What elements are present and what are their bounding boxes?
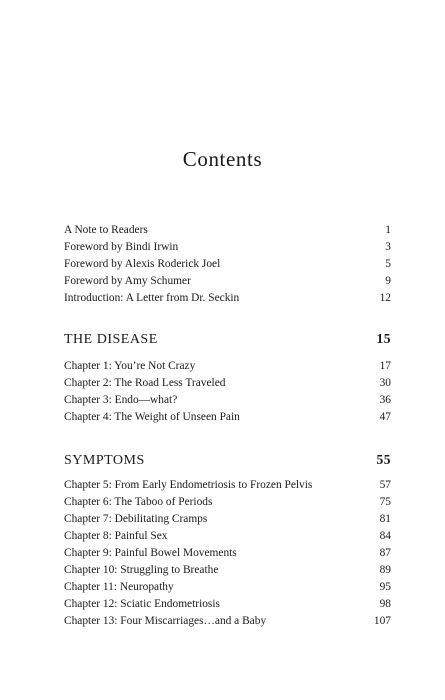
toc-entry (64, 528, 391, 545)
toc-entry (64, 375, 391, 392)
toc-entry (64, 290, 391, 307)
toc-entry-label: Chapter 2: The Road Less Traveled (64, 377, 226, 389)
toc-entry-page: 17 (379, 360, 391, 372)
toc-entry (64, 494, 391, 511)
toc-entry-label: Introduction: A Letter from Dr. Seckin (64, 292, 240, 304)
toc-entry (64, 579, 391, 596)
toc-entry-label: Foreword by Bindi Irwin (64, 241, 179, 253)
toc-entry-page: 81 (379, 513, 391, 525)
toc-entry (64, 596, 391, 613)
toc-entry-label: Foreword by Alexis Roderick Joel (64, 258, 221, 270)
toc-entry (64, 613, 391, 630)
toc-entry-page: 95 (379, 581, 391, 593)
toc-entry (64, 562, 391, 579)
section-heading-page: 55 (376, 452, 391, 467)
section-chapter-list (64, 358, 391, 426)
toc-entry-label: Chapter 5: From Early Endometriosis to Frozen Pelvis (64, 479, 313, 491)
section-heading-symptoms (64, 450, 391, 470)
toc-entry-page: 84 (379, 530, 391, 542)
toc-entry-page: 87 (379, 547, 391, 559)
toc-entry-page: 36 (379, 394, 391, 406)
section-chapter-list (64, 477, 391, 630)
toc-entry (64, 239, 391, 256)
page-title: Contents (182, 147, 263, 171)
section-heading-page: 15 (376, 331, 391, 346)
section-heading-label: THE DISEASE (64, 332, 158, 347)
toc-entry-page: 75 (379, 496, 391, 508)
toc-entry-page: 107 (373, 615, 391, 627)
toc-entry-page: 9 (385, 275, 391, 287)
toc-entry-page: 57 (379, 479, 391, 491)
toc-entry (64, 511, 391, 528)
toc-entry-label: Chapter 11: Neuropathy (64, 581, 174, 593)
toc-entry (64, 409, 391, 426)
toc-entry-label: Chapter 7: Debilitating Cramps (64, 513, 208, 525)
toc-entry-label: A Note to Readers (64, 224, 148, 236)
toc-entry-label: Chapter 4: The Weight of Unseen Pain (64, 411, 240, 423)
toc-entry (64, 392, 391, 409)
front-matter-list (64, 222, 391, 307)
toc-entry (64, 273, 391, 290)
toc-entry-label: Chapter 6: The Taboo of Periods (64, 496, 213, 508)
toc-entry-label: Chapter 9: Painful Bowel Movements (64, 547, 237, 559)
toc-entry-label: Chapter 3: Endo—what? (64, 394, 178, 406)
toc-entry (64, 477, 391, 494)
toc-entry-label: Chapter 10: Struggling to Breathe (64, 564, 219, 576)
toc-entry-page: 3 (385, 241, 391, 253)
toc-entry-page: 89 (379, 564, 391, 576)
toc-entry (64, 222, 391, 239)
toc-entry-label: Chapter 8: Painful Sex (64, 530, 168, 542)
toc-entry-page: 12 (379, 292, 391, 304)
toc-entry-label: Chapter 13: Four Miscarriages…and a Baby (64, 615, 267, 627)
toc-entry-label: Chapter 1: You’re Not Crazy (64, 360, 196, 372)
toc-entry-page: 1 (385, 224, 391, 236)
toc-entry-label: Foreword by Amy Schumer (64, 275, 191, 287)
toc-entry-page: 30 (379, 377, 391, 389)
toc-entry-page: 47 (379, 411, 391, 423)
toc-entry (64, 545, 391, 562)
toc-entry-page: 98 (379, 598, 391, 610)
toc-entry (64, 358, 391, 375)
section-heading-label: SYMPTOMS (64, 453, 145, 468)
toc-entry (64, 256, 391, 273)
section-heading-the-disease (64, 329, 391, 349)
toc-entry-page: 5 (385, 258, 391, 270)
toc-entry-label: Chapter 12: Sciatic Endometriosis (64, 598, 220, 610)
